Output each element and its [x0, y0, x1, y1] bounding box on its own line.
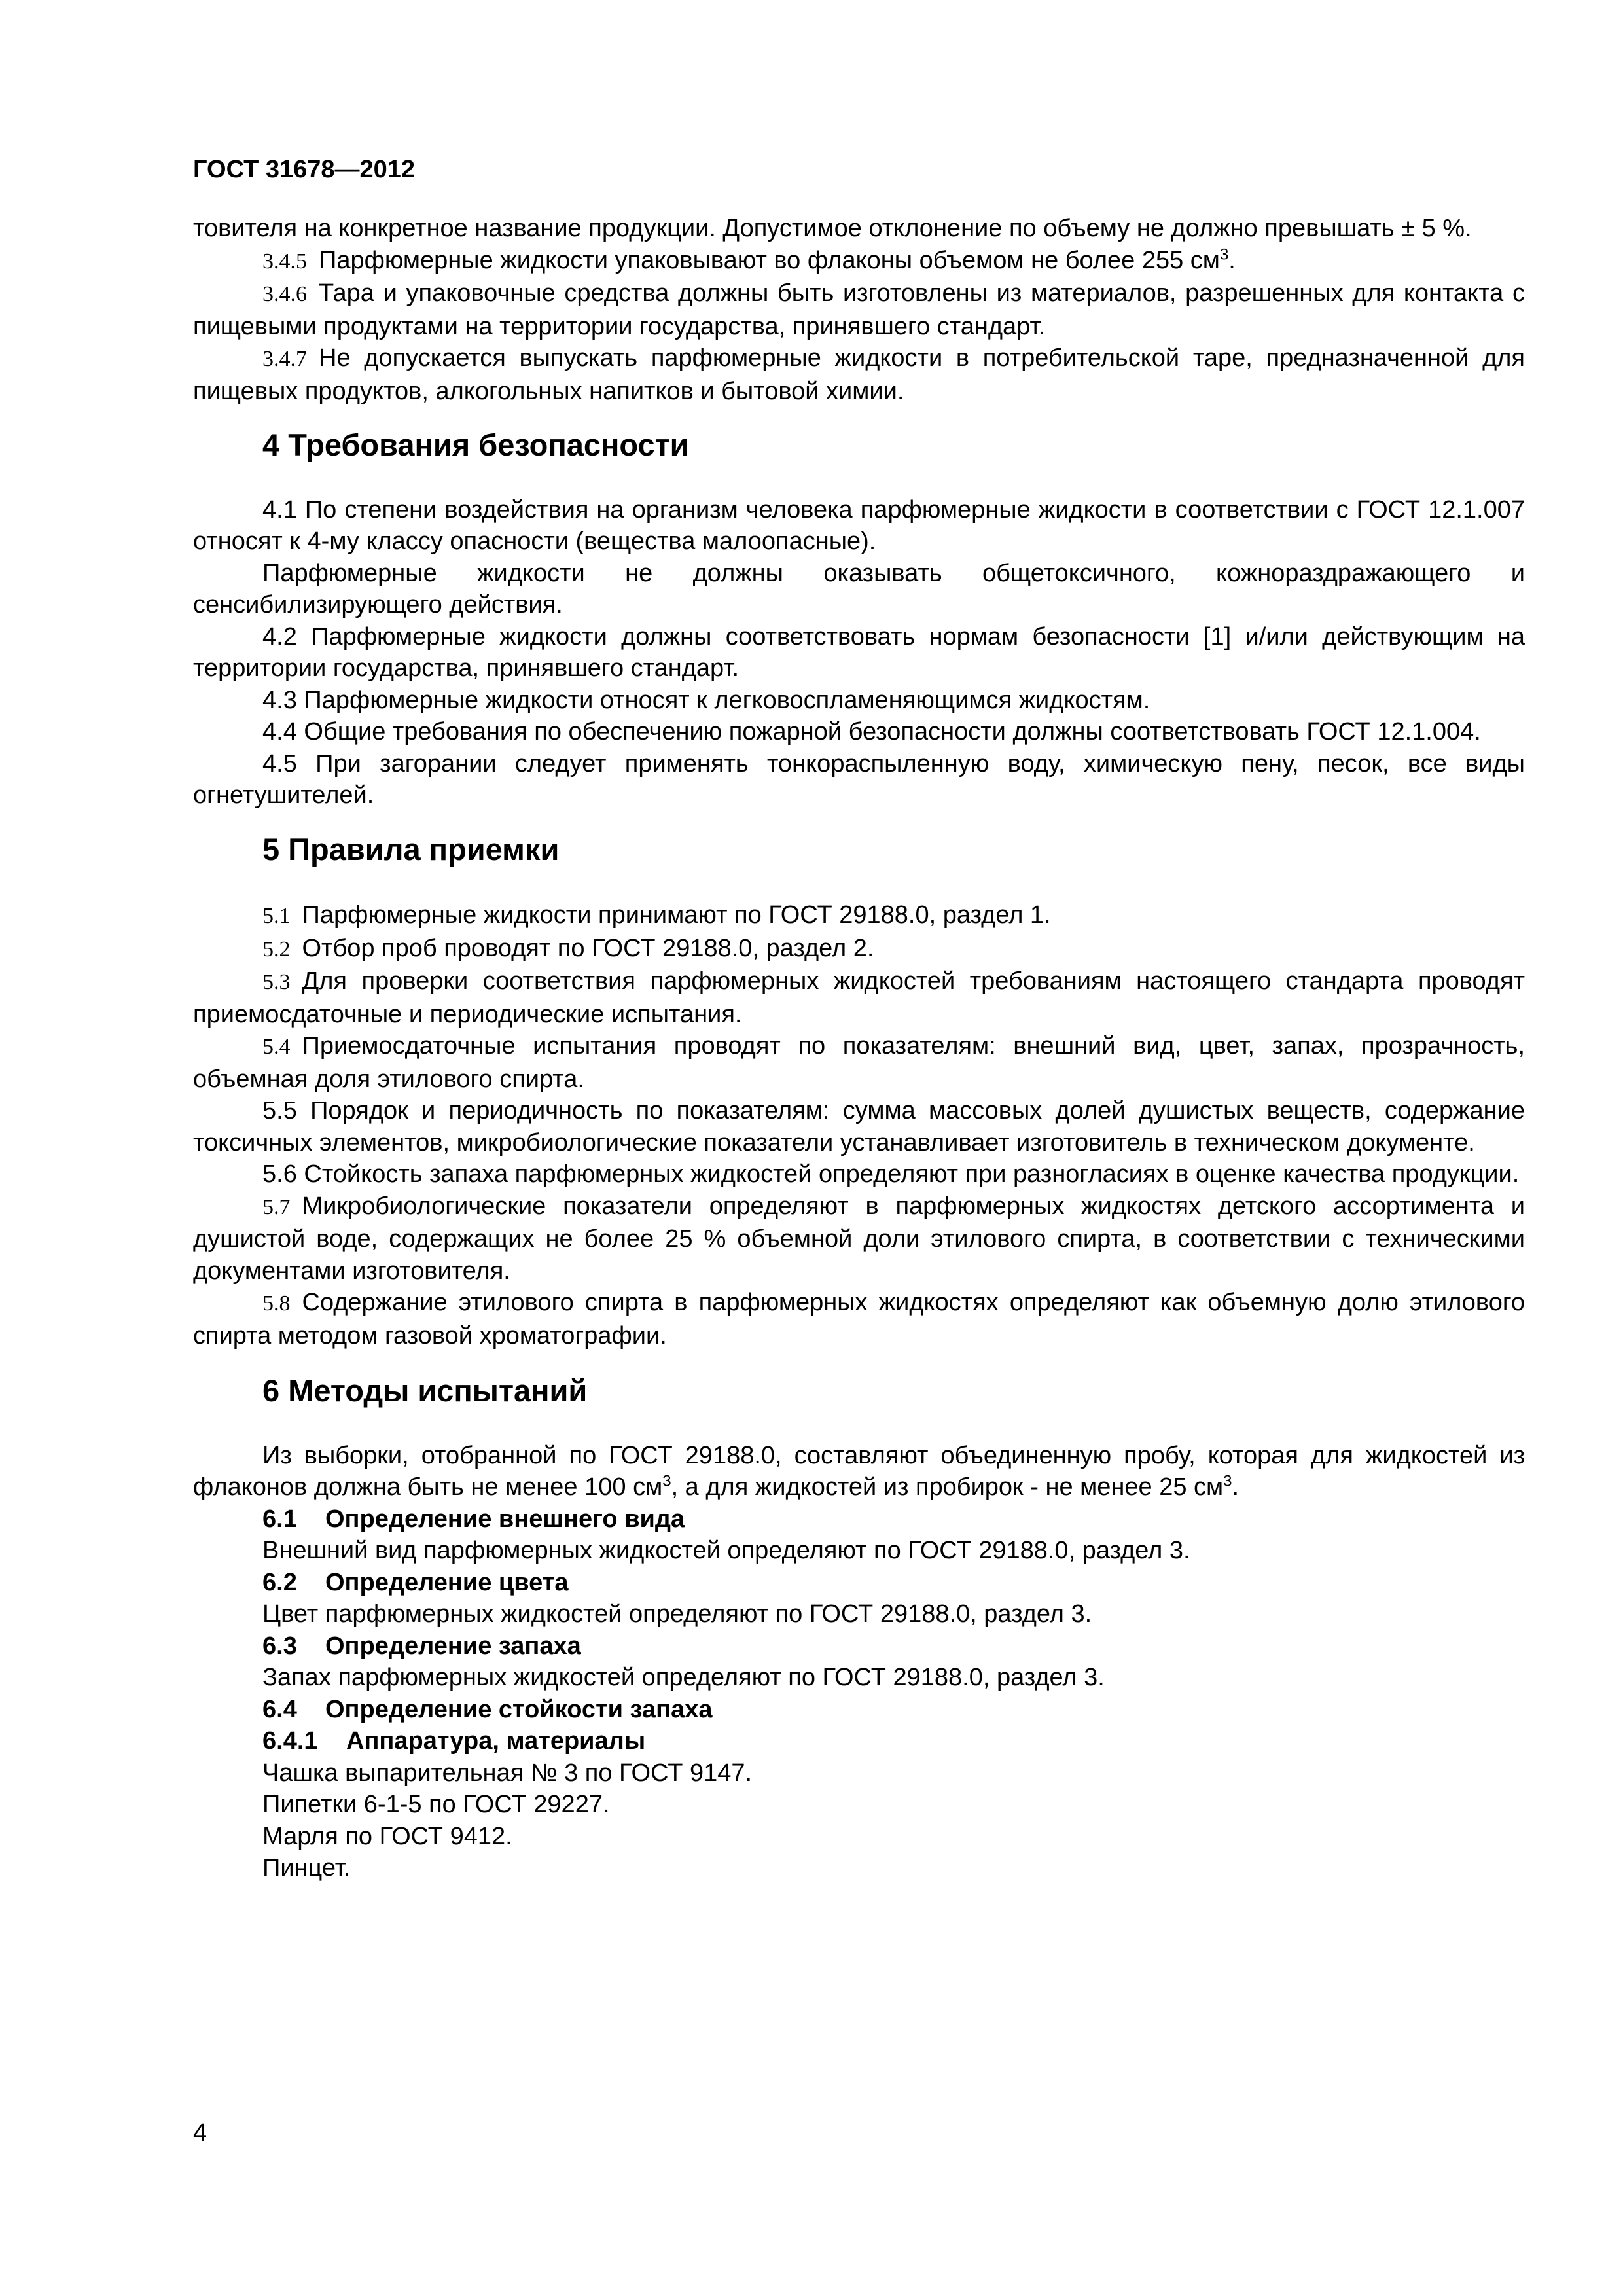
equipment-item: Пипетки 6-1-5 по ГОСТ 29227. — [262, 1791, 610, 1818]
clause-number: 3.4.6 — [262, 282, 307, 306]
equipment-item: Чашка выпарительная № 3 по ГОСТ 9147. — [262, 1759, 753, 1787]
clause-number: 3.4.7 — [262, 347, 307, 371]
clause-text: Парфюмерные жидкости упаковывают во флаконы объемом не более 255 см — [319, 246, 1220, 274]
equipment-item: Марля по ГОСТ 9412. — [262, 1822, 512, 1850]
clause-text: Отбор проб проводят по ГОСТ 29188.0, раздел 2. — [302, 934, 874, 962]
clause-number: 5.2 — [262, 937, 291, 961]
intro-text-c: . — [1232, 1473, 1240, 1501]
paragraph-5-1 — [193, 899, 1525, 933]
paragraph-5-7 — [193, 1191, 1525, 1287]
subsection-title: Определение стойкости запаха — [325, 1695, 713, 1723]
subsection-title: Аппаратура, материалы — [346, 1727, 646, 1755]
clause-number: 5.7 — [262, 1194, 291, 1219]
paragraph-4-5: 4.5 При загорании следует применять тонкораспыленную воду, химическую пену, песок, все виды огнетушителей. — [193, 749, 1525, 809]
subsection-text: Внешний вид парфюмерных жидкостей определяют по ГОСТ 29188.0, раздел 3. — [262, 1537, 1190, 1564]
clause-text: Для проверки соответствия парфюмерных жидкостей требованиям настоящего стандарта проводят приемосдаточные и периодические испытания. — [193, 967, 1525, 1028]
clause-number: 5.8 — [262, 1291, 291, 1316]
superscript: 3 — [662, 1472, 671, 1490]
subsection-title: Определение внешнего вида — [325, 1505, 685, 1533]
paragraph-5-5: 5.5 Порядок и периодичность по показателям: сумма массовых долей душистых веществ, содержание токсичных элементов, микробиологические показатели устанавливает изготовитель в техническом документе. — [193, 1097, 1525, 1157]
subsection-6-3 — [193, 1630, 1525, 1694]
section-6-title: 6 Методы испытаний — [262, 1373, 588, 1408]
subsection-heading — [262, 1567, 1525, 1599]
subsection-heading — [262, 1630, 1525, 1662]
subsection-number: 6.4.1 — [262, 1727, 318, 1755]
subsection-heading — [262, 1503, 1525, 1535]
section-5-title: 5 Правила приемки — [262, 831, 560, 867]
clause-text: Приемосдаточные испытания проводят по показателям: внешний вид, цвет, запах, прозрачность, объемная доля этилового спирта. — [193, 1032, 1525, 1093]
clause-text: Содержание этилового спирта в парфюмерных жидкостях определяют как объемную долю этилового спирта методом газовой хроматографии. — [193, 1289, 1525, 1350]
subsection-6-2 — [193, 1567, 1525, 1630]
subsection-text: Цвет парфюмерных жидкостей определяют по ГОСТ 29188.0, раздел 3. — [262, 1600, 1092, 1628]
subsection-number: 6.3 — [262, 1632, 297, 1660]
paragraph-4-1-b: Парфюмерные жидкости не должны оказывать общетоксичного, кожнораздражающего и сенсибилизирующего действия. — [193, 559, 1525, 619]
intro-text-b: , а для жидкостей из пробирок - не менее 25 см — [671, 1473, 1224, 1501]
subsection-6-1 — [193, 1503, 1525, 1567]
paragraph-5-4 — [193, 1030, 1525, 1095]
subsection-number: 6.2 — [262, 1568, 297, 1596]
paragraph-3-4-5 — [193, 245, 1525, 278]
clause-text: Тара и упаковочные средства должны быть изготовлены из материалов, разрешенных для контакта с пищевыми продуктами на территории государства, принявшего стандарт. — [193, 279, 1525, 340]
paragraph-continuation: товителя на конкретное название продукции. Допустимое отклонение по объему не должно превышать ± 5 %. — [193, 215, 1472, 242]
intro-text-a: Из выборки, отобранной по ГОСТ 29188.0, составляют объединенную пробу, которая для жидкостей из флаконов должна быть не менее 100 см — [193, 1441, 1525, 1501]
subsection-title: Определение запаха — [325, 1632, 581, 1660]
document-code-header: ГОСТ 31678—2012 — [193, 156, 416, 183]
subsection-number: 6.1 — [262, 1505, 297, 1533]
page-number: 4 — [193, 2119, 207, 2147]
paragraph-6-intro — [193, 1440, 1525, 1503]
paragraph-5-6: 5.6 Стойкость запаха парфюмерных жидкостей определяют при разногласиях в оценке качества продукции. — [262, 1160, 1520, 1188]
paragraph-5-3 — [193, 965, 1525, 1030]
subsection-number: 6.4 — [262, 1695, 297, 1723]
clause-number: 3.4.5 — [262, 249, 307, 274]
clause-number: 5.4 — [262, 1035, 291, 1059]
clause-number: 5.1 — [262, 904, 291, 928]
paragraph-5-8 — [193, 1287, 1525, 1352]
paragraph-4-3: 4.3 Парфюмерные жидкости относят к легковоспламеняющимся жидкостям. — [262, 686, 1150, 714]
subsection-heading-6-4-1 — [262, 1725, 1525, 1757]
clause-text: Не допускается выпускать парфюмерные жидкости в потребительской таре, предназначенной для пищевых продуктов, алкогольных напитков и бытовой химии. — [193, 344, 1525, 405]
paragraph-4-1: 4.1 По степени воздействия на организм человека парфюмерные жидкости в соответствии с ГОСТ 12.1.007 относят к 4-му классу опасности (вещества малоопасные). — [193, 495, 1525, 555]
superscript: 3 — [1223, 1472, 1232, 1490]
subsection-6-4 — [193, 1694, 1525, 1884]
clause-number: 5.3 — [262, 970, 291, 994]
paragraph-4-4: 4.4 Общие требования по обеспечению пожарной безопасности должны соответствовать ГОСТ 12.1.004. — [262, 718, 1481, 745]
clause-text: Микробиологические показатели определяют в парфюмерных жидкостях детского ассортимента и душистой воде, содержащих не более 25 % объемной доли этилового спирта, в соответствии с техническими документами изготовителя. — [193, 1192, 1525, 1285]
clause-text-end: . — [1228, 246, 1236, 274]
paragraph-3-4-7 — [193, 342, 1525, 407]
section-4-title: 4 Требования безопасности — [262, 427, 689, 462]
paragraph-3-4-6 — [193, 278, 1525, 342]
superscript: 3 — [1219, 245, 1229, 263]
paragraph-4-2: 4.2 Парфюмерные жидкости должны соответствовать нормам безопасности [1] и/или действующим на территории государства, принявшего стандарт. — [193, 622, 1525, 682]
subsection-title: Определение цвета — [325, 1568, 569, 1596]
paragraph-5-2 — [193, 933, 1525, 966]
document-body — [193, 213, 1525, 1884]
equipment-item: Пинцет. — [262, 1854, 351, 1882]
clause-text: Парфюмерные жидкости принимают по ГОСТ 29188.0, раздел 1. — [302, 901, 1051, 929]
subsection-heading — [262, 1694, 1525, 1726]
subsection-text: Запах парфюмерных жидкостей определяют по ГОСТ 29188.0, раздел 3. — [262, 1664, 1105, 1691]
